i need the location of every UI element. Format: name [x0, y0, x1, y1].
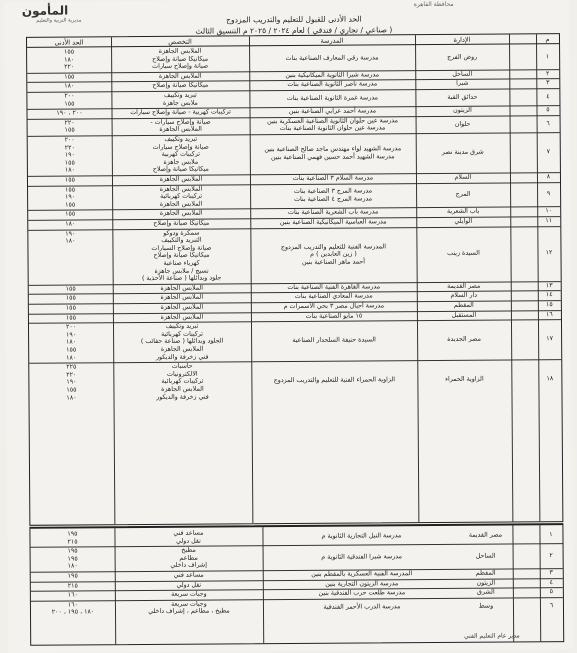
specialty-cell: الملابس الجاهزة [160, 293, 204, 302]
school-cell: مدرسة السلام ٣ الصناعية بنات [292, 174, 374, 182]
row-number-cell: ١٥ [545, 301, 553, 309]
admin-cell: الزيتون [476, 579, 496, 587]
specialty-cell: الملابس الجاهزة [159, 125, 202, 134]
col-admin: الإدارة [453, 35, 471, 44]
min-score-cell: ١٨٠ [66, 354, 77, 362]
school-cell: مدرسة الزيتون التجارية بنين [325, 579, 399, 588]
specialty-cell: تركيبات كهربية - صيانة وإصلاح سيارات [130, 108, 231, 117]
specialty-cell: الملابس الجاهزة [159, 175, 203, 183]
specialty-cell: صيانة وإصلاح السيارات [151, 244, 212, 252]
school-cell: السيدة حنيفة السلحدار الصناعية [292, 336, 376, 345]
document-subtitle: ( صناعي / تجاري / فندقي ) لعام ٢٠٢٤ / ٢٠٢٥ م التنسيق الثالث [195, 25, 393, 36]
min-score-cell: ١٩٠ [65, 230, 76, 238]
school-cell: مدرسة شبرا الثانوية الميكانيكية بنين [285, 71, 380, 79]
specialty-cell: تبريد وتكييف [164, 135, 198, 143]
school-cell: مدرسة باب الشعرية الصناعية بنات [287, 208, 379, 217]
admin-cell: المستقبل [451, 311, 477, 319]
min-score-cell: ٢٢٠ [64, 63, 75, 71]
min-score-cell: ١٦٠ [67, 601, 79, 609]
specialty-cell: صيانة وإصلاح سيارات [152, 62, 209, 71]
school-cell: المدرسة الفنية العسكرية بالمقطم بنين [311, 570, 413, 578]
min-score-cell: ١٨٠ [64, 82, 75, 90]
min-score-cell: ٢٢٠ [66, 371, 77, 379]
row-number-cell: ٦ [546, 119, 550, 127]
specialty-cell: مطبخ [181, 546, 196, 554]
min-score-cell: ٢١٥ [67, 582, 78, 590]
row-number-cell: ٢ [546, 69, 550, 77]
specialty-cell: الجلود وبدائلها ( صناعة حقائب ) [140, 337, 224, 346]
school-cell: الزاوية الحمراء الفنية للتعليم والتدريب المزدوج [273, 376, 396, 385]
min-score-cell: ٢٠٠ ، ١٩٠ [56, 109, 83, 117]
row-number-cell: ١٨ [546, 375, 554, 383]
specialty-cell: نقل دولي [176, 537, 201, 545]
row-number-cell: ١٧ [546, 335, 554, 343]
school-cell: مدرسة عين حلوان الثانوية الصناعية العسكرية بنين [267, 117, 398, 125]
col-specialty: التخصص [168, 37, 192, 46]
logo-text: المأمون [21, 3, 69, 18]
admin-cell: السيدة زينب [447, 250, 480, 258]
admin-cell: روض الفرج [447, 53, 478, 61]
min-score-cell: ١٨٠ [65, 237, 76, 245]
min-score-cell: ١٩٠ [66, 378, 77, 386]
school-cell: مدرسة أجيال مصر ٣ بحي الأسمرات م [283, 302, 385, 311]
admin-cell: السلام [454, 173, 472, 181]
admin-cell: مصر القديمة [468, 531, 503, 539]
min-score-cell: ١٥٥ [65, 201, 76, 209]
school-cell: مدرسة طلعت حرب الفندقية بنين [318, 589, 406, 597]
admin-cell: المرج [455, 190, 471, 199]
min-score-cell: ٢١٥ [67, 538, 78, 546]
specialty-cell: كهرباء صناعية [163, 259, 200, 267]
specialty-cell: ميكانيكا صيانة وإصلاح [153, 251, 210, 260]
min-score-cell: ١٥٥ [64, 159, 75, 167]
specialty-cell: نقل دولي [176, 581, 202, 589]
row-number-cell: ٥ [549, 588, 554, 596]
specialty-cell: فني زخرفة والديكور [156, 393, 209, 401]
specialty-cell: مساعد فني [173, 529, 204, 537]
col-school: المدرسة [320, 36, 344, 45]
min-score-cell: ١٨٠ [66, 338, 77, 346]
specialty-cell: مطبخ ، مطاعم ، إشراف داخلي [148, 607, 230, 616]
school-cell: ( زين العابدين ) م [310, 250, 357, 259]
min-score-cell: ١٨٠ [64, 166, 76, 174]
specialty-cell: صيانة وإصلاح سيارات - [150, 118, 211, 126]
school-cell: المدرسة الفنية للتعليم والتدريب المزدوج [280, 243, 386, 251]
admin-cell: حدائق القبة [447, 93, 478, 101]
specialty-cell: الملابس الجاهزة [160, 284, 204, 292]
row-number-cell: ١٢ [545, 249, 553, 257]
school-cell: مدرسة القاهرة الفنية الصناعية بنات [287, 283, 381, 291]
specialty-cell: تركيبات كهربائية [160, 192, 203, 201]
row-number-cell: ١٣ [545, 281, 553, 289]
specialty-cell: الملابس الجاهزة [160, 303, 204, 311]
row-number-cell: ٥ [546, 106, 550, 114]
signature-line: مدير عام التعليم الفني [464, 632, 520, 640]
school-cell: مدرسة المرج ٤ الصناعية بنات [294, 195, 373, 203]
admin-cell: المقطم [453, 301, 474, 309]
specialty-cell: الملابس الجاهزة [158, 72, 202, 80]
specialty-cell: ملابس جاهزة [162, 99, 198, 107]
min-score-cell: ١٩٠ [65, 331, 77, 339]
row-number-cell: ٤ [549, 578, 554, 586]
specialty-cell: تركيبات كهربائية [161, 330, 204, 338]
admin-cell: مصر القديمة [447, 282, 481, 290]
specialty-cell: مساعد فني [173, 571, 204, 579]
row-number-cell: ٨ [546, 173, 551, 181]
row-number-cell: ٩ [546, 190, 551, 198]
specialty-cell: وجبات سريعة [171, 590, 207, 599]
admin-cell: الزاوية الحمراء [445, 376, 484, 384]
min-score-cell: ٢٢٥ [66, 363, 77, 371]
row-number-cell: ٢ [549, 551, 553, 559]
min-score-cell: ١٨٠ [66, 394, 77, 402]
specialty-cell: فني زخرفة والديكور [155, 353, 209, 361]
school-cell: مدرسة غمرة الثانوية الصناعية بنات [286, 94, 379, 102]
specialty-cell: الملابس الجاهزة [160, 313, 204, 321]
row-number-cell: ١ [549, 530, 553, 538]
school-cell: مدرسة المرج ٣ الصناعية بنات [293, 187, 373, 196]
min-score-cell: ١٨٠ [65, 220, 76, 228]
min-score-cell: ٢٢٠ [64, 119, 75, 127]
school-cell: مدرسة عين حلوان الثانوية الصناعية بنات [279, 124, 386, 133]
specialty-cell: وجبات سريعة [171, 600, 207, 608]
admin-cell: حلوان [454, 120, 471, 128]
school-cell: مدرسة الشهيد لواء مهندس ماجد صالح الصناعية بنين [264, 145, 402, 154]
admin-cell: الساحل [452, 70, 473, 78]
specialty-cell: حاسبات [171, 362, 193, 371]
min-score-cell: ١٥٥ [63, 48, 75, 56]
school-cell: مدرسة رقي المعارف الصناعية بنات [285, 53, 379, 62]
min-score-cell: ١٩٠ [64, 151, 75, 159]
school-cell: مدرسة العباسية الميكانيكية الصناعية بنين [279, 218, 387, 227]
school-cell: مدرسة ناصر الثانوية الصناعية بنات [287, 80, 378, 89]
min-score-cell: ١٥٥ [64, 186, 76, 194]
school-cell: مدرسة المعادي الصناعية بنات [294, 292, 373, 301]
ministry-logo [18, 3, 98, 30]
min-score-cell: ١٩٥ [67, 572, 78, 580]
min-score-cell: ١٨٠ [64, 56, 75, 64]
specialty-cell: ميكانيكا صيانة وإصلاح [152, 55, 209, 63]
specialty-cell: الالكترونيات [166, 370, 198, 378]
admin-cell: باب الشعرية [446, 208, 480, 216]
admin-cell: شبرا [456, 80, 469, 88]
specialty-cell: الملابس الجاهزة [159, 200, 203, 208]
top-right-text: محافظة القاهرة [413, 0, 454, 9]
school-cell: مدرسة الدرب الأحمر الفندقية [323, 602, 401, 611]
school-cell: أحمد ماهر الصناعية بنين [302, 258, 366, 266]
col-num: م [545, 35, 550, 44]
row-number-cell: ٣ [546, 79, 550, 87]
specialty-cell: تبريد وتكييف [163, 91, 197, 99]
admin-cell: المقطم [475, 569, 496, 577]
school-cell: مدرسة النيل التجارية الثانوية م [321, 532, 402, 540]
admin-cell: الشرق [477, 588, 495, 596]
specialty-cell: مطاعم [179, 554, 198, 562]
school-cell: مدرسة شبرا الفندقية الثانوية م [321, 553, 402, 561]
min-score-cell: ١٨٠ [67, 562, 78, 570]
min-score-cell: ١٦٠ [67, 591, 78, 599]
col-min: الحد الأدنى [54, 38, 84, 47]
specialty-cell: ميكانيكا صيانة وإصلاح [153, 219, 210, 227]
specialty-cell: الملابس الجاهزة [160, 345, 204, 353]
min-score-cell: ١٥٥ [64, 176, 76, 184]
row-number-cell: ١١ [545, 217, 553, 225]
row-number-cell: ٣ [549, 569, 553, 577]
specialty-cell: إشراف داخلي [170, 561, 207, 570]
min-score-cell: ٢٠٠ [65, 323, 77, 331]
min-score-cell: ١٥٥ [66, 386, 77, 394]
specialty-cell: جلود وبدائلها ( صناعة الأحذية ) [141, 274, 222, 283]
min-score-cell: ١٥٥ [65, 210, 76, 218]
min-score-cell: ١٩٥ [67, 555, 78, 563]
min-score-cell: ١٥٥ [64, 126, 75, 134]
min-score-cell: ١٥٥ [65, 285, 76, 293]
document-title: الحد الأدنى للقبول للتعليم والتدريب المزدوج [226, 14, 362, 25]
row-number-cell: ١٠ [545, 207, 553, 215]
specialty-cell: ميكانيكا صيانة وإصلاح [152, 165, 209, 174]
specialty-cell: تركيبات كهربائية [161, 377, 204, 386]
min-score-cell: ٢٠٠ [64, 136, 75, 144]
row-number-cell: ١٦ [546, 310, 553, 318]
specialty-cell: الملابس الجاهزة [159, 209, 203, 218]
specialty-cell: صيانة وإصلاح سيارات [152, 143, 209, 151]
row-number-cell: ٦ [549, 601, 554, 609]
admin-cell: مصر الجديدة [447, 336, 481, 344]
industrial-table [26, 33, 563, 526]
min-score-cell: ١٨٠ ، ١٩٥ ، ٢٠٠ [51, 608, 95, 617]
specialty-cell: التبريد والتكييف [161, 236, 202, 245]
school-cell: ١٥ مايو الصناعية بنات [305, 312, 363, 320]
min-score-cell: ١٩٥ [67, 547, 78, 555]
min-score-cell: ١٥٥ [66, 346, 77, 354]
min-score-cell: ١٥٥ [65, 304, 76, 312]
min-score-cell: ١٥٥ [65, 314, 77, 322]
row-number-cell: ١٤ [545, 291, 553, 299]
specialty-cell: ملابس جاهزة [163, 158, 199, 166]
admin-cell: شرق مدينة نصر [441, 148, 484, 157]
admin-cell: وسط [478, 602, 494, 610]
specialty-cell: ميكانيكا صيانة وإصلاح [152, 81, 209, 90]
specialty-cell: تركيبات كهربية [161, 150, 200, 159]
specialty-cell: الملابس الجاهزة [159, 185, 203, 193]
min-score-cell: ٢٢٠ [64, 144, 75, 152]
specialty-cell: سمكرة ودوكو [163, 229, 200, 237]
row-number-cell: ١ [545, 52, 550, 60]
row-number-cell: ٤ [546, 92, 550, 100]
row-number-cell: ٧ [546, 148, 551, 156]
specialty-cell: تبريد وتكييف [165, 322, 199, 331]
school-cell: مدرسة أحمد عرابي الصناعية بنين [288, 107, 377, 116]
admin-cell: دار السلام [450, 292, 478, 300]
min-score-cell: ١٥٥ [64, 73, 75, 81]
specialty-cell: نسيج / ملابس جاهزة [154, 267, 209, 275]
admin-cell: الساحل [475, 552, 496, 560]
admin-cell: الزيتون [453, 106, 472, 115]
specialty-cell: الملابس الجاهزة [158, 47, 202, 55]
school-cell: مدرسة الشهيد أحمد حسين فهمي الصناعية بنين [270, 153, 395, 162]
min-score-cell: ١٩٥ [67, 530, 78, 538]
commercial-hotel-table [29, 523, 564, 646]
min-score-cell: ٢٠٠ [64, 92, 75, 100]
min-score-cell: ١٥٥ [64, 100, 75, 108]
admin-cell: الوايلي [454, 217, 473, 225]
min-score-cell: ١٩٠ [64, 193, 76, 201]
specialty-cell: الملابس الجاهزة [161, 385, 204, 393]
logo-org: مديرية التربية والتعليم [36, 17, 82, 24]
document-page [4, 0, 574, 653]
min-score-cell: ١٥٥ [65, 294, 76, 302]
